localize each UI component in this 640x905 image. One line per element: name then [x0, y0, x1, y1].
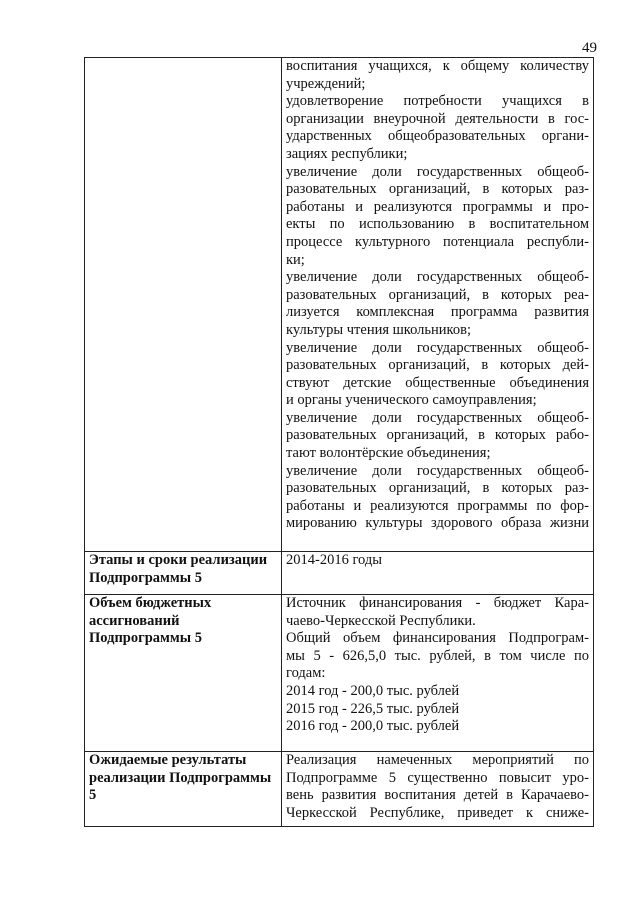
- text-line: ствуют детские общественные объединения: [286, 374, 589, 391]
- text-line: тают волонтёрские объединения;: [286, 445, 491, 462]
- goals-label-cell: [85, 58, 282, 552]
- text-line: разовательных организаций, в которых реа-: [286, 286, 589, 303]
- text-line: организации внеурочной деятельности в гос-: [286, 110, 589, 127]
- text-line: культуры чтения школьников;: [286, 321, 471, 338]
- text-line: Источник финансирования - бюджет Кара-: [286, 595, 589, 611]
- text-line: вень развития воспитания детей в Карачаево-: [286, 787, 589, 804]
- text-line: екты по использованию в воспитательном: [286, 216, 589, 233]
- page-number: 49: [582, 40, 597, 56]
- budget-text-cell: [282, 595, 594, 752]
- text-line: увеличение доли государственных общеоб-: [286, 163, 589, 180]
- text-line: увеличение доли государственных общеоб-: [286, 409, 589, 426]
- results-text-cell: [282, 752, 594, 827]
- text-line: Подпрограмме 5 существенно повысит уро-: [286, 769, 589, 786]
- table-row-period: [85, 552, 594, 595]
- text-line: Общий объем финансирования Подпрограм-: [286, 630, 589, 647]
- text-line: разовательных организаций, в которых дей-: [286, 357, 589, 374]
- text-line: Черкесской Республике, приведет к сниже-: [286, 804, 589, 821]
- text-line: ударственных общеобразовательных органи-: [286, 128, 589, 145]
- text-line: зациях республики;: [286, 145, 408, 162]
- text-line: мированию культуры здорового образа жизни: [286, 515, 589, 532]
- text-line: процессе культурного потенциала республи-: [286, 233, 589, 250]
- text-line: мы 5 - 626,5,0 тыс. рублей, в том числе по: [286, 647, 589, 664]
- text-line: годам:: [286, 665, 326, 682]
- text-line: ки;: [286, 251, 305, 268]
- text-line: и органы ученического самоуправления;: [286, 392, 537, 409]
- text-line: 2015 год - 226,5 тыс. рублей: [286, 700, 460, 717]
- goals-text-cell: [282, 58, 594, 552]
- table-row-budget: [85, 595, 594, 752]
- table-row-results: [85, 752, 594, 827]
- text-line: увеличение доли государственных общеоб-: [286, 339, 589, 356]
- text-line: лизуется комплексная программа развития: [286, 304, 589, 321]
- text-line: работаны и реализуются программы по фор-: [286, 497, 589, 514]
- text-line: увеличение доли государственных общеоб-: [286, 269, 589, 286]
- text-line: разовательных организаций, в которых раз-: [286, 181, 589, 198]
- text-line: разовательных организаций, в которых рабо-: [286, 427, 589, 444]
- text-line: 2016 год - 200,0 тыс. рублей: [286, 718, 460, 735]
- text-line: увеличение доли государственных общеоб-: [286, 462, 589, 479]
- text-line: 2014 год - 200,0 тыс. рублей: [286, 682, 460, 699]
- text-line: воспитания учащихся, к общему количеству: [286, 58, 589, 74]
- text-line: разовательных организаций, в которых раз-: [286, 480, 589, 497]
- text-line: чаево-Черкесской Республики.: [286, 612, 476, 629]
- text-line: работаны и реализуются программы и про-: [286, 198, 589, 215]
- table-row-goals-continued: [85, 58, 594, 552]
- results-label: Ожидаемые результаты реализации Подпрограммы 5: [85, 752, 282, 827]
- text-line: удовлетворение потребности учащихся в: [286, 93, 589, 110]
- program-passport-table: [84, 57, 594, 827]
- period-value: 2014-2016 годы: [282, 552, 594, 595]
- text-line: Реализация намеченных мероприятий по: [286, 752, 589, 768]
- text-line: учреждений;: [286, 75, 366, 92]
- period-label: Этапы и сроки реализации Подпрограммы 5: [85, 552, 282, 595]
- budget-label: Объем бюджетных ассигнований Подпрограммы 5: [85, 595, 282, 752]
